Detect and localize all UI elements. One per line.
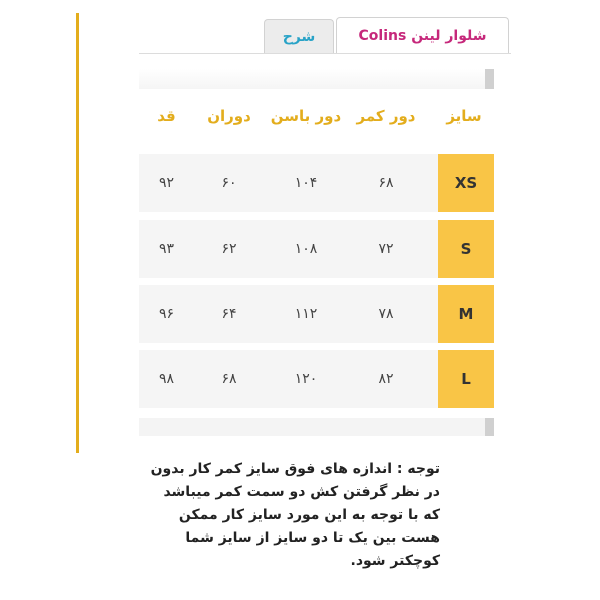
tab-description[interactable]: شرح bbox=[264, 19, 334, 53]
table-header-row bbox=[139, 89, 494, 149]
thigh-cell: ۶۸ bbox=[221, 371, 237, 387]
hip-cell: ۱۱۲ bbox=[294, 306, 318, 322]
waist-cell: ۷۸ bbox=[378, 306, 394, 322]
hip-cell: ۱۰۸ bbox=[294, 241, 318, 257]
length-cell: ۹۲ bbox=[158, 175, 175, 191]
hip-cell: ۱۰۴ bbox=[294, 175, 318, 191]
thigh-cell: ۶۰ bbox=[221, 175, 237, 191]
scrollbar-bottom[interactable] bbox=[485, 418, 494, 436]
waist-cell: ۸۲ bbox=[378, 371, 394, 387]
header-thigh: دوران bbox=[207, 107, 251, 125]
thigh-cell: ۶۲ bbox=[221, 241, 237, 257]
waist-cell: ۷۲ bbox=[378, 241, 394, 257]
tab-divider bbox=[139, 53, 511, 54]
table-row bbox=[139, 220, 494, 278]
scrollbar-top[interactable] bbox=[485, 69, 494, 89]
header-length: قد bbox=[157, 107, 176, 125]
size-cell: M bbox=[438, 285, 494, 343]
table-row bbox=[139, 285, 494, 343]
thigh-cell: ۶۴ bbox=[221, 306, 237, 322]
table-row bbox=[139, 154, 494, 212]
header-waist: دور کمر bbox=[356, 107, 416, 125]
header-size: سایز bbox=[446, 107, 482, 125]
hip-cell: ۱۲۰ bbox=[294, 371, 318, 387]
length-cell: ۹۸ bbox=[158, 371, 175, 387]
header-hip: دور باسن bbox=[270, 107, 342, 125]
table-scroll-top bbox=[139, 69, 494, 89]
length-cell: ۹۳ bbox=[158, 241, 175, 257]
table-row bbox=[139, 350, 494, 408]
accent-line bbox=[76, 13, 79, 453]
size-cell: L bbox=[438, 350, 494, 408]
size-cell: XS bbox=[438, 154, 494, 212]
size-cell: S bbox=[438, 220, 494, 278]
table-scroll-bottom bbox=[139, 418, 494, 436]
length-cell: ۹۶ bbox=[158, 306, 175, 322]
tab-product[interactable]: شلوار لینن Colins bbox=[336, 17, 509, 54]
waist-cell: ۶۸ bbox=[378, 175, 394, 191]
size-note: توجه : اندازه های فوق سایز کمر کار بدون در نظر گرفتن کش دو سمت کمر میباشد که با توجه به این مورد سایز کار ممکن هست بین یک تا دو سایز از سایز شما کوچکتر شود. bbox=[150, 461, 440, 569]
